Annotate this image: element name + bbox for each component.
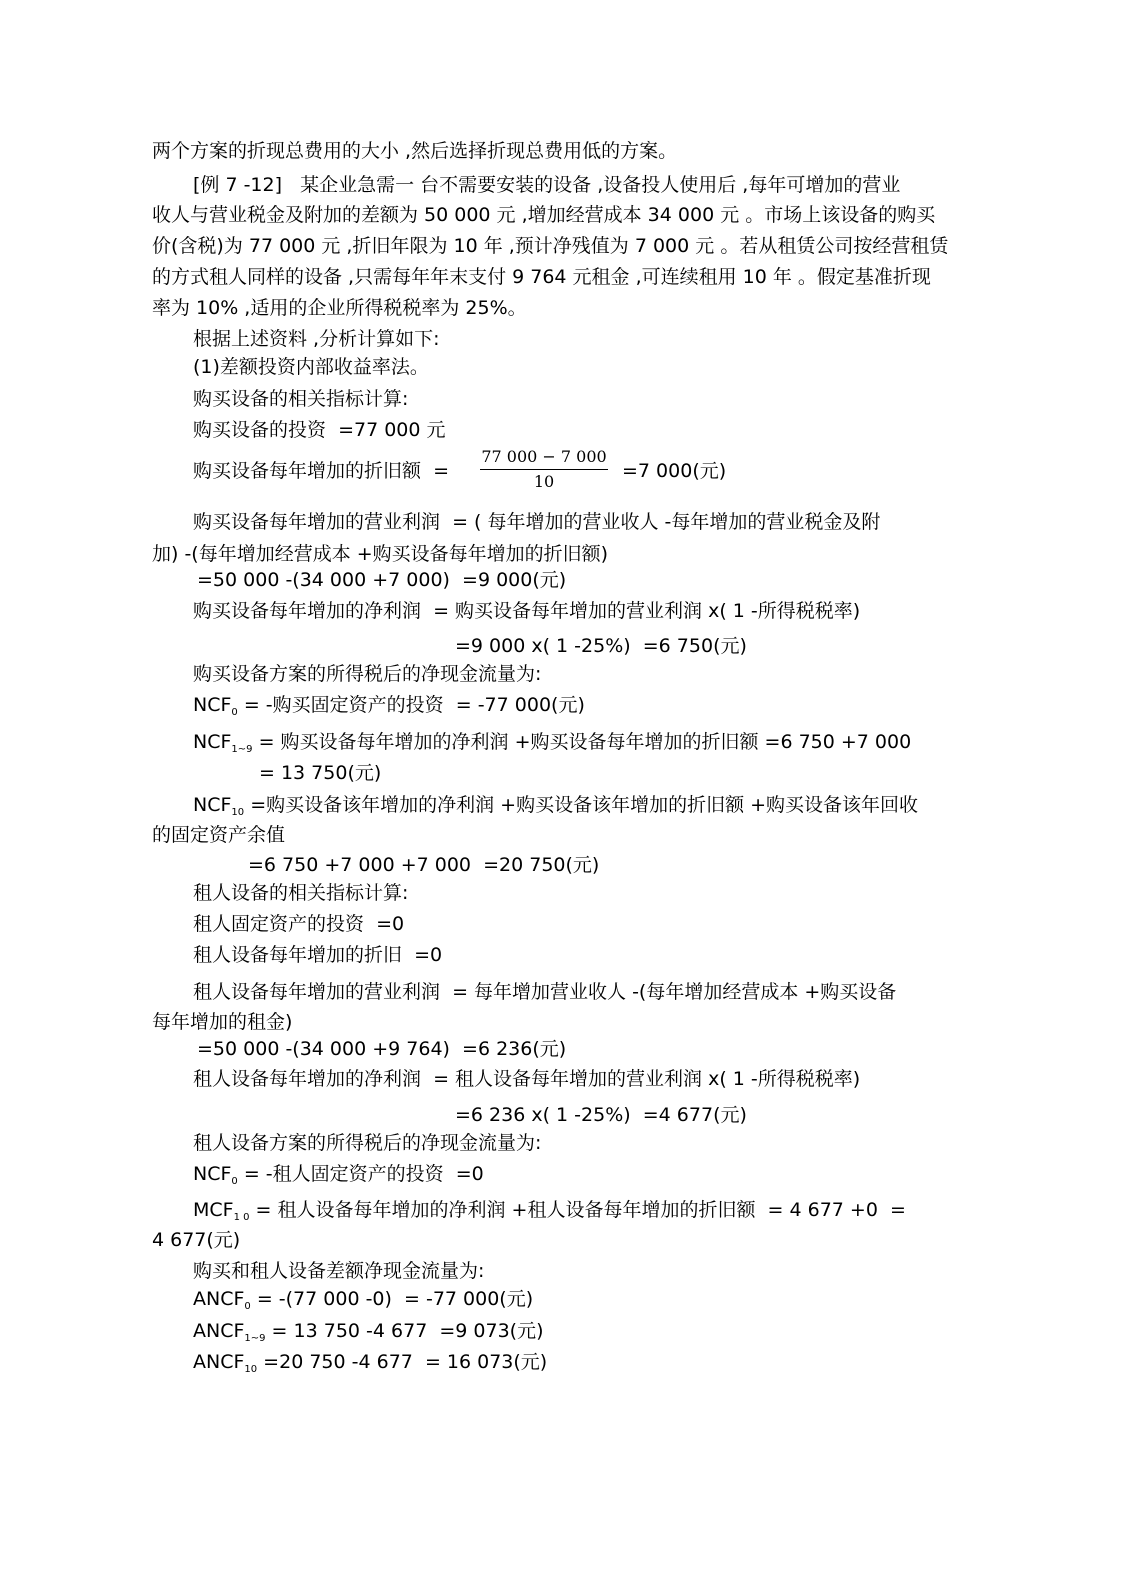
ncf-symbol: NCF bbox=[193, 694, 232, 716]
text-line: 两个方案的折现总费用的大小 ,然后选择折现总费用低的方案。 bbox=[152, 140, 678, 162]
text-line: 租人设备每年增加的净利润 = 租人设备每年增加的营业利润 x( 1 -所得税税率) bbox=[193, 1068, 861, 1090]
text-line: 根据上述资料 ,分析计算如下: bbox=[193, 328, 440, 350]
text-line: 加) -(每年增加经营成本 +购买设备每年增加的折旧额) bbox=[152, 543, 609, 565]
ncf-equation: = 购买设备每年增加的净利润 +购买设备每年增加的折旧额 =6 750 +7 000 bbox=[252, 731, 912, 753]
text-line: 租人设备每年增加的营业利润 = 每年增加营业收人 -(每年增加经营成本 +购买设备 bbox=[193, 981, 897, 1003]
text-line: 价(含税)为 77 000 元 ,折旧年限为 10 年 ,预计净残值为 7 000 元 。若从租赁公司按经营租赁 bbox=[152, 235, 949, 257]
ncf-equation: = -租人固定资产的投资 =0 bbox=[237, 1163, 484, 1185]
text-line: 购买设备每年增加的净利润 = 购买设备每年增加的营业利润 x( 1 -所得税税率) bbox=[193, 600, 861, 622]
subscript: 10 bbox=[231, 807, 245, 818]
ancf-equation: = 13 750 -4 677 =9 073(元) bbox=[265, 1320, 544, 1342]
subscript: 10 bbox=[244, 1364, 258, 1375]
text-line: =50 000 -(34 000 +9 764) =6 236(元) bbox=[197, 1038, 567, 1060]
ncf-symbol: NCF bbox=[193, 1163, 232, 1185]
text-line: 购买和租人设备差额净现金流量为: bbox=[193, 1260, 485, 1282]
mcf-equation: = 租人设备每年增加的净利润 +租人设备每年增加的折旧额 = 4 677 +0 = bbox=[249, 1199, 906, 1221]
text-line: 租人设备的相关指标计算: bbox=[193, 882, 409, 904]
text-line: 购买设备每年增加的营业利润 = ( 每年增加的营业收人 -每年增加的营业税金及附 bbox=[193, 511, 881, 533]
text-line: 率为 10% ,适用的企业所得税税率为 25%。 bbox=[152, 297, 527, 319]
fraction-numerator: 77 000 − 7 000 bbox=[480, 447, 608, 470]
text-line: =6 236 x( 1 -25%) =4 677(元) bbox=[455, 1104, 747, 1126]
mcf-symbol: MCF bbox=[193, 1199, 234, 1221]
ncf-symbol: NCF bbox=[193, 794, 232, 816]
text-line: 购买设备方案的所得税后的净现金流量为: bbox=[193, 663, 542, 685]
ncf-equation: = -购买固定资产的投资 = -77 000(元) bbox=[237, 694, 585, 716]
text-line: = 13 750(元) bbox=[259, 762, 382, 784]
text-line: =9 000 x( 1 -25%) =6 750(元) bbox=[455, 635, 747, 657]
text-line: 租人设备每年增加的折旧 =0 bbox=[193, 944, 443, 966]
text-line: 每年增加的租金) bbox=[152, 1011, 293, 1033]
ancf-equation: =20 750 -4 677 = 16 073(元) bbox=[257, 1351, 548, 1373]
subscript: 1~9 bbox=[244, 1333, 266, 1344]
depreciation-fraction bbox=[480, 447, 608, 491]
ancf-symbol: ANCF bbox=[193, 1288, 245, 1310]
formula-label: 购买设备每年增加的折旧额 = bbox=[193, 460, 449, 482]
subscript: 0 bbox=[231, 707, 238, 718]
ancf-line bbox=[193, 1350, 547, 1378]
ncf-equation: =购买设备该年增加的净利润 +购买设备该年增加的折旧额 +购买设备该年回收 bbox=[244, 794, 919, 816]
text-line: 租人固定资产的投资 =0 bbox=[193, 913, 405, 935]
ncf-line bbox=[193, 730, 911, 758]
ancf-symbol: ANCF bbox=[193, 1320, 245, 1342]
subscript: 0 bbox=[231, 1176, 238, 1187]
text-line: 的固定资产余值 bbox=[152, 824, 286, 846]
text-line: (1)差额投资内部收益率法。 bbox=[193, 356, 429, 378]
ancf-symbol: ANCF bbox=[193, 1351, 245, 1373]
subscript: 1 0 bbox=[233, 1212, 250, 1223]
ancf-line bbox=[193, 1287, 533, 1315]
example-heading-line: [例 7 -12] 某企业急需一 台不需要安装的设备 ,设备投人使用后 ,每年可增加的营业 bbox=[193, 174, 901, 196]
ncf-line bbox=[193, 1162, 484, 1190]
text-line: 的方式租人同样的设备 ,只需每年年末支付 9 764 元租金 ,可连续租用 10 年 。假定基准折现 bbox=[152, 266, 931, 288]
text-line: 收人与营业税金及附加的差额为 50 000 元 ,增加经营成本 34 000 元 。市场上该设备的购买 bbox=[152, 204, 936, 226]
ncf-line bbox=[193, 693, 585, 721]
text-line: =6 750 +7 000 +7 000 =20 750(元) bbox=[248, 854, 600, 876]
ancf-equation: = -(77 000 -0) = -77 000(元) bbox=[250, 1288, 534, 1310]
ncf-symbol: NCF bbox=[193, 731, 232, 753]
subscript: 0 bbox=[244, 1301, 251, 1312]
ancf-line bbox=[193, 1319, 544, 1347]
text-line: 租人设备方案的所得税后的净现金流量为: bbox=[193, 1132, 542, 1154]
text-line: 4 677(元) bbox=[152, 1229, 241, 1251]
mcf-line bbox=[193, 1198, 906, 1226]
text-line: 购买设备的投资 =77 000 元 bbox=[193, 419, 446, 441]
formula-result: =7 000(元) bbox=[622, 460, 727, 482]
subscript: 1~9 bbox=[231, 744, 253, 755]
text-line: =50 000 -(34 000 +7 000) =9 000(元) bbox=[197, 569, 567, 591]
text-line: 购买设备的相关指标计算: bbox=[193, 388, 409, 410]
fraction-denominator: 10 bbox=[533, 472, 555, 491]
ncf-line bbox=[193, 793, 918, 821]
